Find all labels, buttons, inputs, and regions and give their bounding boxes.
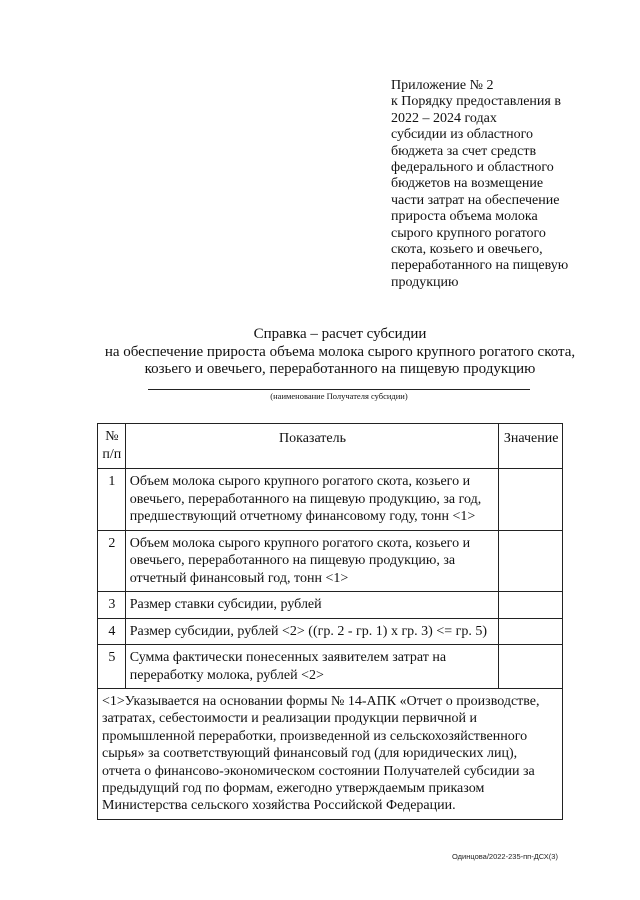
row-number: 5	[98, 645, 126, 689]
row-indicator	[125, 645, 499, 689]
title-line: на обеспечение прироста объема молока сырого крупного рогатого скота,	[104, 343, 576, 360]
recipient-caption: (наименование Получателя субсидии)	[270, 391, 408, 401]
table-row	[98, 618, 563, 645]
indicator-line: Объем молока сырого крупного рогатого скота, козьего и	[129, 535, 471, 551]
header-indicator: Показатель	[125, 424, 499, 469]
title-line: Справка – расчет субсидии	[253, 326, 427, 342]
indicator-line: Объем молока сырого крупного рогатого скота, козьего и	[129, 474, 471, 489]
calculation-table	[97, 423, 563, 820]
table-notes-row	[98, 689, 563, 820]
note-line: Министерства сельского хозяйства Российской Федерации.	[102, 798, 456, 814]
recipient-name-line	[148, 389, 530, 390]
row-value-cell[interactable]	[499, 469, 563, 531]
row-number: 3	[98, 592, 126, 619]
appendix-line: Приложение № 2	[391, 78, 494, 93]
note-line: отчета о финансово-экономическом состоянии Получателей субсидии за	[102, 763, 535, 779]
appendix-line: 2022 – 2024 годах	[391, 110, 497, 126]
header-num	[98, 424, 126, 469]
appendix-line: сырого крупного рогатого	[391, 225, 546, 241]
document-title	[60, 326, 620, 379]
row-number: 2	[98, 530, 126, 592]
table-row	[98, 592, 563, 619]
appendix-line: федерального и областного	[391, 160, 554, 176]
indicator-line: Размер ставки субсидии, рублей	[129, 597, 322, 612]
row-number: 1	[98, 469, 126, 531]
indicator-line: предшествующий отчетному финансовому году, тонн <1>	[129, 509, 476, 524]
appendix-line: бюджета за счет средств	[391, 143, 537, 159]
indicator-line: овечьего, переработанного на пищевую продукцию, за	[129, 553, 456, 568]
appendix-block	[391, 78, 611, 291]
table-row	[98, 645, 563, 689]
row-value-cell[interactable]	[499, 530, 563, 592]
indicator-line: Сумма фактически понесенных заявителем затрат на	[129, 650, 447, 665]
indicator-line: переработку молока, рублей <2>	[129, 667, 324, 683]
row-value-cell[interactable]	[499, 618, 563, 645]
row-number: 4	[98, 618, 126, 645]
note-line: затратах, себестоимости и реализации продукции первичной и	[102, 711, 478, 727]
header-value: Значение	[499, 424, 563, 469]
note-line: <1>Указывается на основании формы № 14-АПК «Отчет о производстве,	[102, 694, 540, 709]
note-line: сырья» за соответствующий финансовый год (для юридических лиц),	[102, 746, 518, 762]
appendix-line: продукцию	[391, 274, 459, 290]
appendix-line: скота, козьего и овечьего,	[391, 242, 543, 258]
document-footer-code: Одинцова/2022-235-пп-ДСХ(3)	[452, 852, 558, 861]
table-header-row	[98, 424, 563, 469]
indicator-line: отчетный финансовый год, тонн <1>	[129, 570, 349, 586]
header-num-line: №	[105, 429, 119, 444]
table-row	[98, 530, 563, 592]
indicator-line: Размер субсидии, рублей <2> ((гр. 2 - гр. 1) х гр. 3) <= гр. 5)	[129, 623, 488, 639]
row-indicator	[125, 530, 499, 592]
row-indicator	[125, 469, 499, 531]
title-line: козьего и овечьего, переработанного на пищевую продукцию	[144, 361, 536, 377]
note-line: предыдущий год по формам, ежегодно утверждаемым приказом	[102, 781, 485, 797]
appendix-line: субсидии из областного	[391, 127, 533, 143]
appendix-line: прироста объема молока	[391, 209, 538, 225]
row-value-cell[interactable]	[499, 592, 563, 619]
appendix-line: части затрат на обеспечение	[391, 192, 560, 208]
appendix-line: бюджетов на возмещение	[391, 176, 544, 192]
header-num-line: п/п	[102, 446, 122, 462]
row-indicator	[125, 592, 499, 619]
row-indicator	[125, 618, 499, 645]
note-line: промышленной переработки, произведенной из сельскохозяйственного	[102, 728, 528, 744]
table-row	[98, 469, 563, 531]
row-value-cell[interactable]	[499, 645, 563, 689]
indicator-line: овечьего, переработанного на пищевую продукцию, за год,	[129, 491, 482, 507]
appendix-line: переработанного на пищевую	[391, 258, 569, 274]
table-notes	[98, 689, 563, 820]
appendix-line: к Порядку предоставления в	[391, 94, 561, 110]
